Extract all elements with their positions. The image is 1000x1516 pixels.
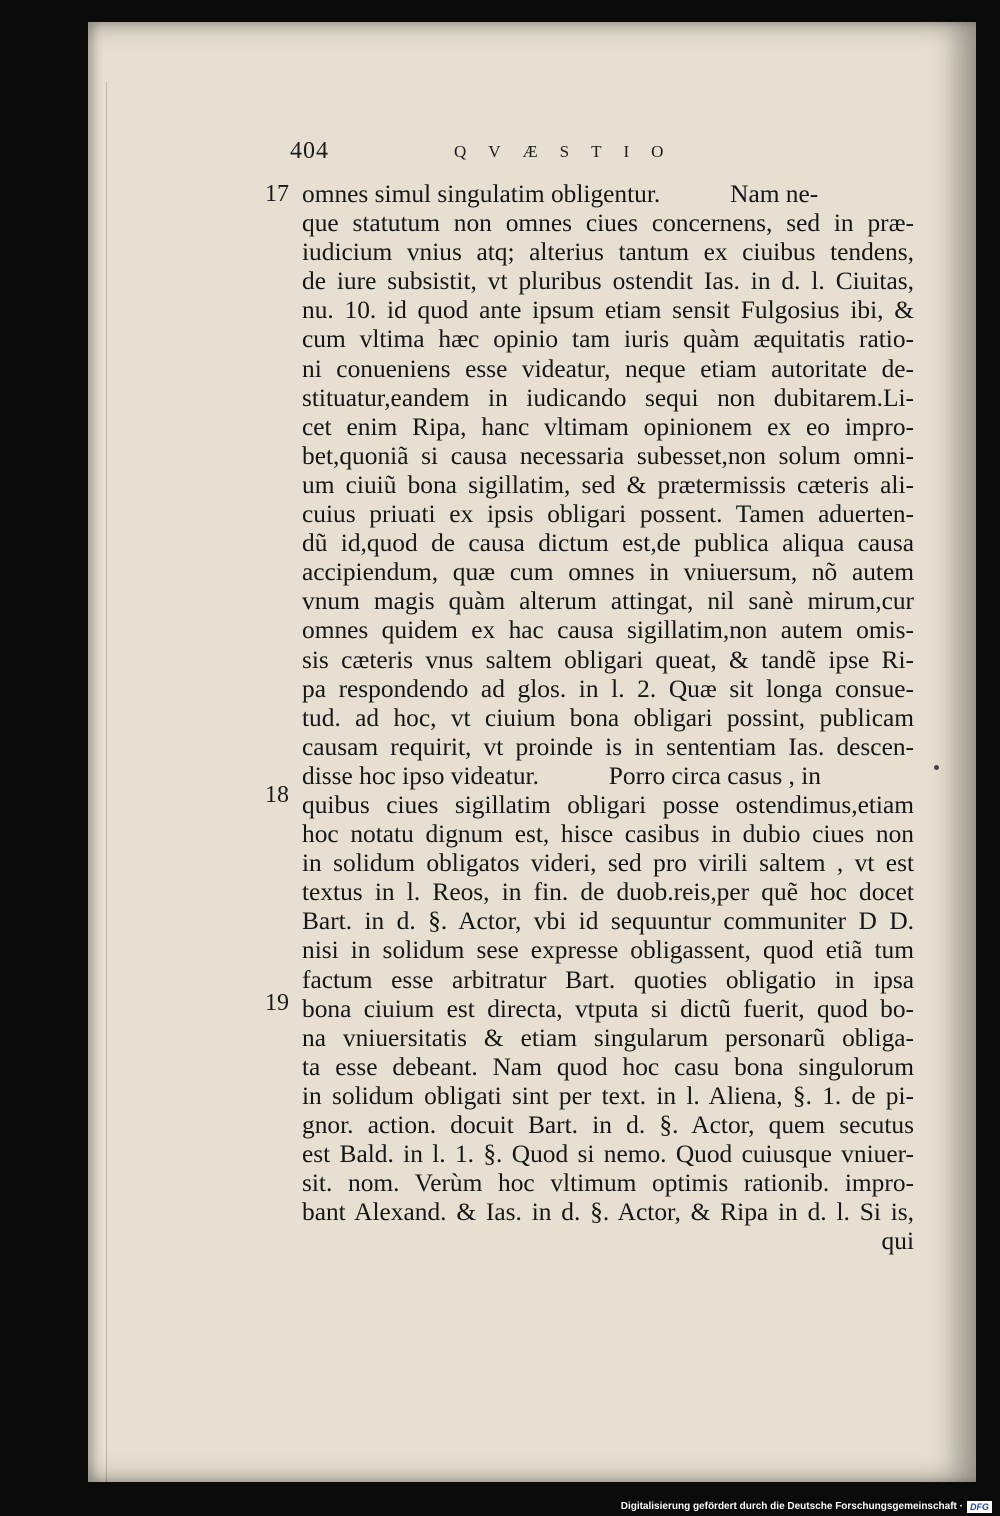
text-line: sit. nom. Verùm hoc vltimum optimis rationib. impro- <box>302 1169 914 1198</box>
text-line: cum vltima hæc opinio tam iuris quàm æquitatis ratio- <box>302 325 914 354</box>
text-line: accipiendum, quæ cum omnes in vniuersum, nõ autem <box>302 558 914 587</box>
text-line: disse hoc ipso videatur. Porro circa casus , in <box>302 761 821 790</box>
text-line: est Bald. in l. 1. §. Quod si nemo. Quod cuiusque vniuer- <box>302 1140 914 1169</box>
funding-credit: Digitalisierung gefördert durch die Deutsche Forschungsgemeinschaft · <box>620 1501 963 1512</box>
text-line: in solidum obligatos videri, sed pro virili saltem , vt est <box>302 849 914 878</box>
running-title: QVÆSTIO <box>454 142 686 161</box>
catchword: qui <box>881 1227 914 1256</box>
text-line: vnum magis quàm alterum attingat, nil sanè mirum,cur <box>302 587 914 616</box>
text-line: ni conueniens esse videatur, neque etiam autoritate de- <box>302 354 914 383</box>
text-line: que statutum non omnes ciues concernens, sed in præ- <box>302 209 914 238</box>
text-line: ta esse debeant. Nam quod hoc casu bona singulorum <box>302 1052 914 1081</box>
margin-note: 18 <box>265 782 289 808</box>
text-line: in solidum obligati sint per text. in l. Aliena, §. 1. de pi- <box>302 1081 914 1110</box>
dfg-logo: DFG <box>967 1501 992 1513</box>
margin-note: 19 <box>265 990 289 1016</box>
text-line: iudicium vnius atq; alterius tantum ex ciuibus tendens, <box>302 238 914 267</box>
text-line: Bart. in d. §. Actor, vbi id sequuntur communiter D D. <box>302 907 914 936</box>
page-header <box>290 138 750 172</box>
text-line: um ciuiũ bona sigillatim, sed & prætermissis cæteris ali- <box>302 470 914 499</box>
text-line: bona ciuium est directa, vtputa si dictũ fuerit, quod bo- <box>302 994 914 1023</box>
body-text <box>302 180 914 1256</box>
text-line: na vniuersitatis & etiam singularum personarũ obliga- <box>302 1023 914 1052</box>
text-line: pa respondendo ad glos. in l. 2. Quæ sit longa consue- <box>302 674 914 703</box>
page-number: 404 <box>290 138 329 164</box>
text-line: gnor. action. docuit Bart. in d. §. Actor, quem secutus <box>302 1111 914 1139</box>
text-line: cet enim Ripa, hanc vltimam opinionem ex eo impro- <box>302 412 914 441</box>
text-line: nisi in solidum sese expresse obligassent, quod etiã tum <box>302 936 914 965</box>
text-line: sis cæteris vnus saltem obligari queat, & tandẽ ipse Ri- <box>302 645 914 674</box>
text-line: quibus ciues sigillatim obligari posse ostendimus,etiam <box>302 790 914 819</box>
text-line: causam requirit, vt proinde is in sententiam Ias. descen- <box>302 732 914 761</box>
text-line: tud. ad hoc, vt ciuium bona obligari possint, publicam <box>302 703 914 732</box>
text-line: dũ id,quod de causa dictum est,de publica aliqua causa <box>302 529 914 558</box>
text-line: de iure subsistit, vt pluribus ostendit Ias. in d. l. Ciuitas, <box>302 267 914 296</box>
text-line: omnes quidem ex hac causa sigillatim,non autem omis- <box>302 616 914 645</box>
text-line: omnes simul singulatim obligentur. Nam ne- <box>302 180 819 208</box>
text-line: bet,quoniã si causa necessaria subesset,non solum omni- <box>302 441 914 470</box>
text-line: cuius priuati ex ipsis obligari possent. Tamen aduerten- <box>302 500 914 529</box>
digitization-footer <box>621 1499 992 1514</box>
ink-blot <box>934 765 939 770</box>
text-line: factum esse arbitratur Bart. quoties obligatio in ipsa <box>302 965 914 994</box>
text-line: textus in l. Reos, in fin. de duob.reis,per quẽ hoc docet <box>302 878 914 907</box>
text-line: hoc notatu dignum est, hisce casibus in dubio ciues non <box>302 820 914 849</box>
text-line: nu. 10. id quod ante ipsum etiam sensit Fulgosius ibi, & <box>302 296 914 325</box>
text-line: bant Alexand. & Ias. in d. §. Actor, & Ripa in d. l. Si is, <box>302 1198 914 1227</box>
margin-note: 17 <box>265 181 289 207</box>
text-line: stituatur,eandem in iudicando sequi non dubitarem.Li- <box>302 383 914 412</box>
